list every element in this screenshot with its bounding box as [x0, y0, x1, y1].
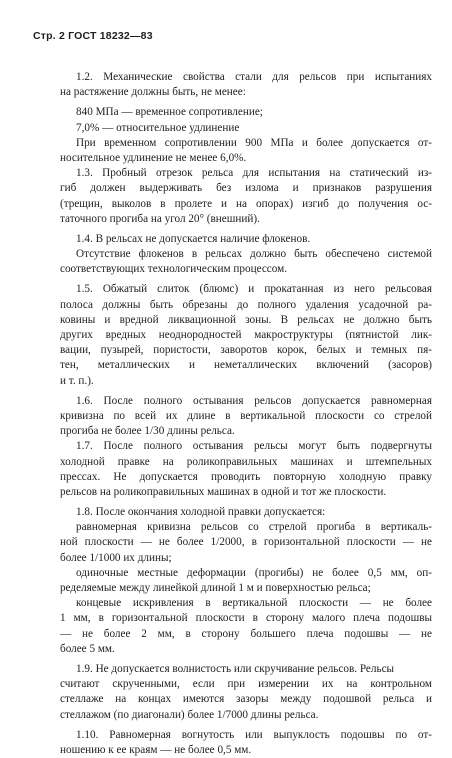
page-header: Стр. 2 ГОСТ 18232—83 — [33, 30, 153, 42]
text-line: 7,0% — относительное удлинение — [76, 121, 240, 134]
text-line: носительное удлинение не менее 6,0%. — [60, 151, 247, 164]
paragraph — [60, 505, 432, 520]
text-line: 840 МПа — временное сопротивление; — [76, 106, 263, 119]
text-line: 1.10. Равномерная вогнутость или выпуклость подошвы по от- — [76, 728, 432, 741]
text-line: холодной правке на роликоправильных машинах и штемпельных — [60, 455, 432, 468]
text-line: и т. п.). — [60, 374, 94, 387]
document-body — [60, 70, 432, 758]
text-line: более 1/1000 их длины; — [60, 551, 172, 564]
text-line: таточного прогиба на угол 20° (внешний). — [60, 212, 260, 225]
text-line: равномерная кривизна рельсов со стрелой прогиба в вертикаль- — [76, 521, 432, 534]
text-line: гиб должен выдерживать без излома и признаков разрушения — [60, 182, 432, 195]
paragraph — [60, 596, 432, 657]
text-line: (трещин, выколов в пролете и на опорах) изгиб до получения ос- — [60, 197, 432, 210]
paragraph — [60, 136, 432, 166]
paragraph — [60, 566, 432, 596]
text-line: 1.6. После полного остывания рельсов допускается равномерная — [76, 394, 432, 407]
text-line: ношению к ее краям — не более 0,5 мм. — [60, 743, 252, 756]
text-line: стеллаже на концах имеются зазоры между подошвой рельса и — [60, 693, 432, 706]
paragraph — [60, 166, 432, 227]
text-line: вации, пузырей, пористости, заворотов корок, белых и темных пя- — [60, 344, 432, 357]
paragraph — [60, 520, 432, 566]
text-line: считают скрученными, если при измерении их на контрольном — [60, 678, 432, 691]
text-line: 1.2. Механические свойства стали для рельсов при испытаниях — [76, 71, 432, 83]
paragraph — [60, 282, 432, 388]
text-line: 1 мм, в горизонтальной плоскости в сторону малого плеча подошвы — [60, 612, 432, 625]
text-line: 1.9. Не допускается волнистость или скручивание рельсов. Рельсы — [76, 662, 395, 675]
text-line: более 5 мм. — [60, 642, 115, 655]
text-line: одиночные местные деформации (прогибы) не более 0,5 мм, оп- — [76, 566, 432, 579]
text-line: 1.5. Обжатый слиток (блюмс) и прокатанная из него рельсовая — [76, 283, 432, 296]
text-line: рельсов на роликоправильных машинах в одной и тот же плоскости. — [60, 485, 387, 498]
paragraph — [60, 232, 432, 247]
text-line: соответствующих технологическим процессом. — [60, 263, 288, 276]
text-line: концевые искривления в вертикальной плоскости — не более — [76, 597, 432, 610]
text-line: При временном сопротивлении 900 МПа и более допускается от- — [76, 136, 432, 149]
paragraph — [60, 439, 432, 500]
text-line: на растяжение должны быть, не менее: — [60, 86, 246, 99]
text-line: ковины и вредной ликвационной зоны. В рельсах не должно быть — [60, 313, 432, 326]
text-line: 1.4. В рельсах не допускается наличие флокенов. — [76, 232, 311, 245]
paragraph — [60, 105, 432, 120]
text-line: 1.7. После полного остывания рельсы могут быть подвергнуты — [76, 440, 432, 453]
text-line: ределяемые между линейкой длиной 1 м и поверхностью рельса; — [60, 582, 371, 594]
paragraph — [60, 662, 432, 677]
paragraph — [60, 121, 432, 136]
paragraph — [60, 677, 432, 723]
paragraph — [60, 394, 432, 440]
text-line: прогиба не более 1/30 длины рельса. — [60, 425, 235, 438]
paragraph — [60, 70, 432, 100]
paragraph — [60, 728, 432, 758]
text-line: тен, металлических и неметаллических включений (засоров) — [60, 359, 432, 372]
text-line: 1.8. После окончания холодной правки допускается: — [76, 506, 326, 519]
text-line: Отсутствие флокенов в рельсах должно быть обеспечено системой — [76, 248, 432, 261]
text-line: прессах. Не допускается проводить повторную холодную правку — [60, 470, 432, 483]
text-line: стеллажом (по диагонали) более 1/7000 длины рельса. — [60, 708, 319, 721]
paragraph — [60, 247, 432, 277]
text-line: кривизна по всей их длине в вертикальной плоскости со стрелой — [60, 409, 432, 422]
text-line: — не более 2 мм, в сторону большего плеча подошвы — не — [60, 627, 432, 640]
text-line: 1.3. Пробный отрезок рельса для испытания на статический из- — [76, 167, 432, 180]
text-line: полоса должны быть обрезаны до полного удаления усадочной ра- — [60, 298, 432, 311]
text-line: других вредных неоднородностей макроструктуры (пятнистой лик- — [60, 329, 432, 341]
text-line: ной плоскости — не более 1/2000, в горизонтальной плоскости — не — [60, 536, 432, 549]
